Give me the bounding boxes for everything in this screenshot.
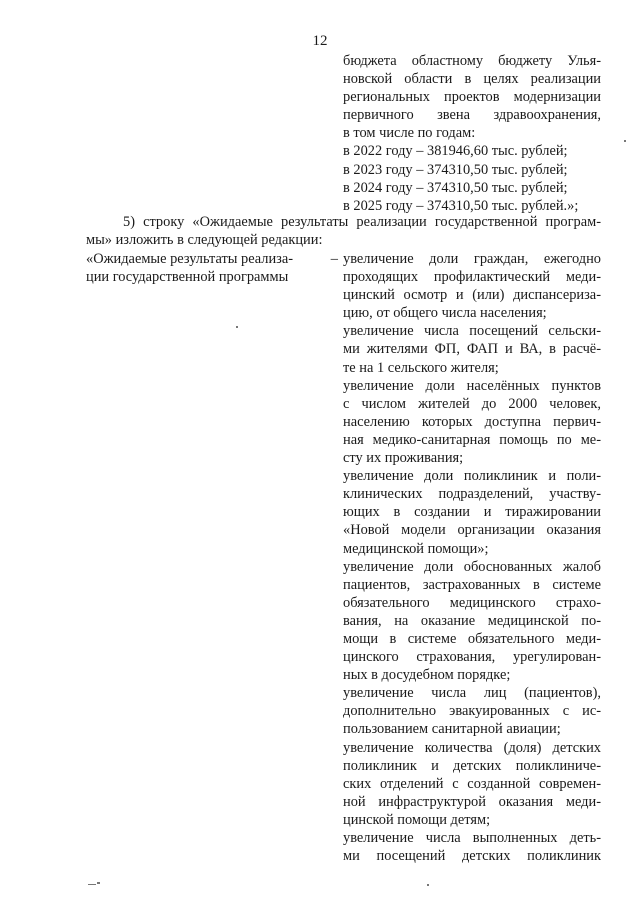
row-label-line: ции государственной программы (86, 269, 289, 286)
content-line: «Новой модели организации оказания (343, 522, 601, 539)
content-line: цию, от общего числа населения; (343, 305, 547, 322)
row-label-line (86, 250, 338, 268)
content-line: увеличение количества (доля) детских (343, 739, 601, 756)
content-line: увеличение числа посещений сельски- (343, 323, 601, 340)
content-line: населению которых доступна первич- (343, 413, 601, 430)
funding-block (343, 52, 601, 215)
content-line: увеличение числа выполненных деть- (343, 830, 601, 846)
content-line: увеличение доли граждан, ежегодно (343, 251, 601, 267)
content-line: увеличение числа лиц (пациентов), (343, 685, 601, 702)
content-line: увеличение доли населённых пунктов (343, 377, 601, 394)
content-line: сту их проживания; (343, 450, 464, 467)
content-line: мощи в системе обязательного меди- (343, 630, 601, 647)
expected-results-content (343, 250, 601, 865)
content-line: пользованием санитарной авиации; (343, 721, 561, 738)
amendment-paragraph (86, 213, 601, 249)
content-line: клинических подразделений, участву- (343, 486, 601, 503)
content-line: цинской помощи детям; (343, 811, 491, 828)
funding-year-line: в 2022 году – 381946,60 тыс. рублей; (343, 143, 568, 160)
content-line: цинский осмотр и (или) диспансериза- (343, 287, 601, 304)
content-line: увеличение доли обоснованных жалоб (343, 558, 601, 575)
content-line: проходящих профилактический меди- (343, 269, 601, 286)
content-line: ных в досудебном порядке; (343, 667, 511, 684)
row-label-text: «Ожидаемые результаты реализа- (86, 251, 294, 267)
scan-speck (427, 884, 429, 886)
content-line: ющих в создании и тиражировании (343, 504, 601, 521)
content-line: вания, на оказание медицинской по- (343, 612, 601, 629)
scan-speck (88, 884, 96, 885)
funding-year-line: в 2023 году – 374310,50 тыс. рублей; (343, 161, 568, 178)
content-line: цинского страхования, урегулирован- (343, 649, 601, 666)
content-line: те на 1 сельского жителя; (343, 359, 499, 376)
content-line: ских отделений с созданной современ- (343, 775, 601, 792)
paragraph-line: 5) строку «Ожидаемые результаты реализации государственной програм- (123, 214, 601, 230)
content-line: ной инфраструктурой оказания меди- (343, 793, 601, 810)
funding-line: бюджета областному бюджету Улья- (343, 53, 601, 69)
content-line: увеличение доли поликлиник и поли- (343, 468, 601, 485)
funding-line: региональных проектов модернизации (343, 89, 601, 106)
content-line: поликлиник и детских поликлиниче- (343, 757, 601, 774)
page-number: 12 (312, 33, 328, 49)
paragraph-line: мы» изложить в следующей редакции: (86, 232, 323, 249)
content-line: дополнительно эвакуированных с ис- (343, 703, 601, 720)
funding-line: новской области в целях реализации (343, 71, 601, 88)
content-line: с числом жителей до 2000 человек, (343, 395, 601, 412)
row-label-dash: – (330, 251, 338, 267)
scan-speck (97, 882, 100, 884)
content-line: ми жителями ФП, ФАП и ВА, в расчё- (343, 341, 601, 358)
scan-speck (236, 326, 238, 328)
content-line: медицинской помощи»; (343, 540, 489, 557)
content-line: пациентов, застрахованных в системе (343, 576, 601, 593)
funding-year-line: в 2024 году – 374310,50 тыс. рублей; (343, 179, 568, 196)
row-label (86, 250, 338, 286)
content-line: обязательного медицинского страхо- (343, 594, 601, 611)
content-line: ная медико-санитарная помощь по ме- (343, 431, 601, 448)
funding-line: в том числе по годам: (343, 125, 476, 142)
content-line: ми посещений детских поликлиник (343, 848, 601, 865)
scan-speck (624, 140, 626, 142)
funding-year-line: в 2025 году – 374310,50 тыс. рублей.»; (343, 197, 579, 214)
funding-line: первичного звена здравоохранения, (343, 107, 601, 124)
